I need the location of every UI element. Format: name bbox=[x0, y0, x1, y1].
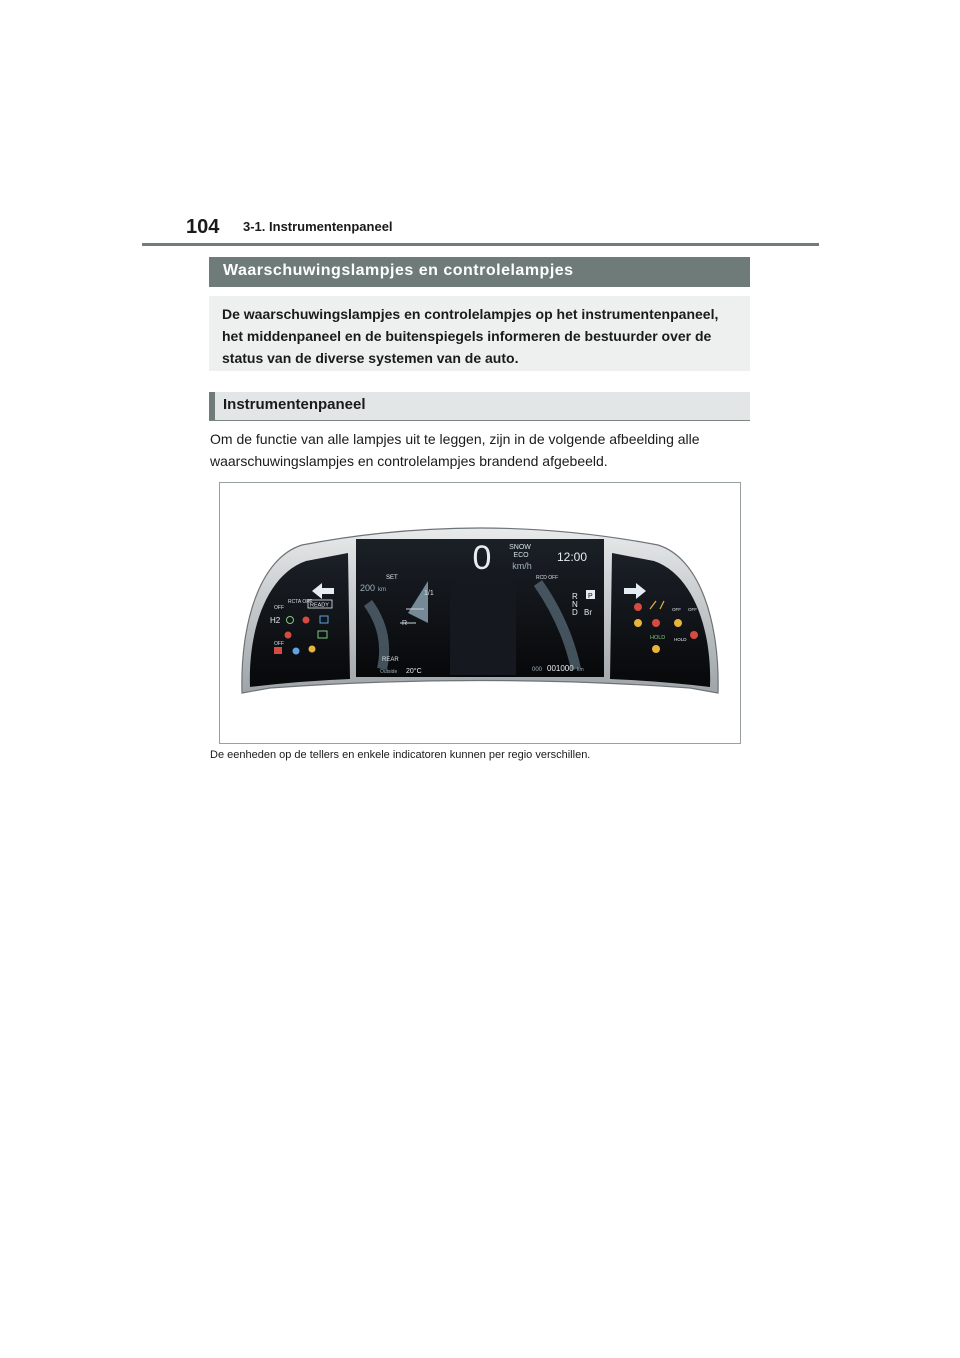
gear-n: N bbox=[572, 600, 578, 609]
speed-unit: km/h bbox=[512, 561, 532, 571]
master-warning-icon bbox=[652, 645, 660, 653]
mode-snow: SNOW bbox=[509, 544, 531, 551]
page-number: 104 bbox=[186, 216, 220, 238]
gear-p: P bbox=[588, 593, 593, 600]
section-reference: 3-1. Instrumentenpaneel bbox=[243, 219, 393, 234]
lane-off-indicator: OFF bbox=[672, 607, 681, 612]
rcd-off-indicator: RCD OFF bbox=[536, 575, 559, 581]
abs-icon bbox=[634, 619, 642, 627]
center-map-panel bbox=[450, 579, 516, 675]
header-rule bbox=[142, 243, 819, 246]
odometer-value: 001000 bbox=[547, 664, 574, 673]
gear-br: Br bbox=[584, 608, 592, 617]
hold-small-indicator: HOLD bbox=[674, 637, 687, 642]
figure-caption: De eenheden op de tellers en enkele indicatoren kunnen per regio verschillen. bbox=[210, 749, 591, 761]
body-paragraph: Om de functie van alle lampjes uit te leggen, zijn in de volgende afbeelding alle waarschuwingslampjes en controlelampjes brandend afgebeeld. bbox=[210, 431, 700, 469]
h2-indicator: H2 bbox=[270, 616, 281, 625]
mode-eco: ECO bbox=[513, 552, 529, 559]
left-display bbox=[250, 553, 350, 687]
brake-system-icon bbox=[690, 631, 698, 639]
subheading-box bbox=[209, 392, 750, 421]
pb-off-indicator: OFF bbox=[274, 605, 284, 611]
steering-warning-icon bbox=[652, 619, 660, 627]
ratio-indicator: 1/1 bbox=[424, 590, 434, 597]
section-banner bbox=[209, 257, 750, 287]
hold-indicator: HOLD bbox=[650, 635, 666, 641]
esc-off-indicator: OFF bbox=[274, 641, 284, 647]
subheading-accent bbox=[209, 392, 215, 420]
tire-pressure-icon bbox=[674, 619, 682, 627]
gear-r: R bbox=[572, 592, 578, 601]
brake-warning-icon bbox=[309, 646, 316, 653]
subheading: Instrumentenpaneel bbox=[223, 396, 366, 413]
ready-indicator: READY bbox=[310, 602, 329, 609]
range-value: 200 bbox=[360, 583, 376, 593]
side-off-indicator: OFF bbox=[688, 607, 697, 612]
clock: 12:00 bbox=[556, 550, 588, 564]
outside-label: Outside bbox=[380, 669, 398, 675]
speed-value: 0 bbox=[472, 539, 492, 577]
section-title: Waarschuwingslampjes en controlelampjes bbox=[223, 262, 574, 279]
airbag-icon bbox=[285, 632, 292, 639]
intro-box bbox=[209, 296, 750, 371]
needle-r-label: R bbox=[402, 620, 408, 627]
intro-text: De waarschuwingslampjes en controlelampjes op het instrumentenpaneel, het middenpaneel en de buitenspiegels informeren de bestuurder over de status van de diverse systemen van de auto. bbox=[222, 306, 719, 366]
seatbelt-icon bbox=[303, 617, 310, 624]
parking-brake-icon bbox=[634, 603, 642, 611]
outside-temp: 20°C bbox=[406, 668, 422, 675]
odometer-unit: km bbox=[577, 667, 584, 673]
rcta-off-indicator: RCTA OFF bbox=[288, 599, 313, 605]
instrument-cluster-illustration bbox=[220, 483, 740, 743]
gear-d: D bbox=[572, 608, 578, 617]
set-indicator: SET bbox=[386, 575, 398, 581]
battery-icon bbox=[274, 647, 282, 654]
range-unit: km bbox=[378, 587, 386, 593]
temperature-icon bbox=[293, 648, 300, 655]
odometer-prefix: 000 bbox=[532, 667, 543, 673]
right-display bbox=[610, 553, 710, 687]
cluster-figure bbox=[219, 482, 741, 744]
rear-label: REAR bbox=[382, 657, 399, 663]
